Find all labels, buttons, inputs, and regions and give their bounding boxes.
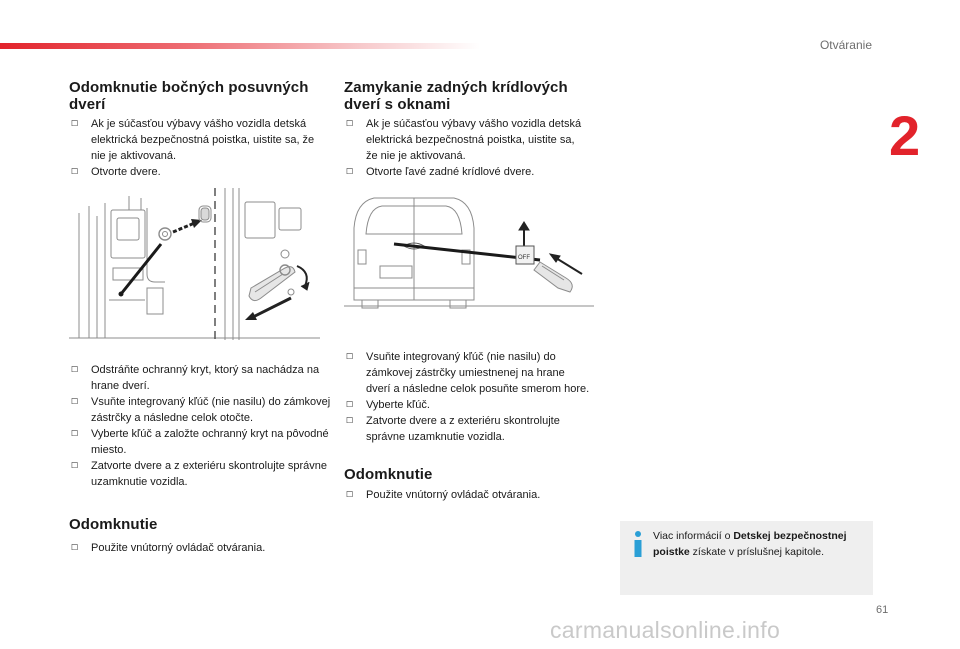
right-section-title: Zamykanie zadných krídlových dverí s oknami <box>344 79 568 113</box>
list-item: ☐ Zatvorte dvere a z exteriéru skontrolujte správne uzamknutie vozidla. <box>71 460 328 488</box>
info-box <box>620 521 873 595</box>
left-intro-list <box>69 116 329 180</box>
right-unlock-title: Odomknutie <box>344 466 433 483</box>
right-unlock-list <box>344 487 594 503</box>
section-name: Otváranie <box>819 38 872 52</box>
list-item: ☐ Vsuňte integrovaný kľúč (nie nasilu) do zámkovej zástrčky a následne celok otočte. <box>71 396 331 424</box>
rear-door-lock-illustration <box>344 188 595 318</box>
left-unlock-title: Odomknutie <box>69 516 158 533</box>
checkbox-bullet-icon: ☐ <box>71 543 79 552</box>
list-item: ☐ Zatvorte dvere a z exteriéru skontrolujte správne uzamknutie vozidla. <box>346 415 560 443</box>
left-steps-list <box>69 362 331 490</box>
checkbox-bullet-icon: ☐ <box>346 352 354 361</box>
right-steps-list <box>344 349 592 445</box>
checkbox-bullet-icon: ☐ <box>346 119 354 128</box>
page-number: 61 <box>876 604 889 616</box>
checkbox-bullet-icon: ☐ <box>71 461 79 470</box>
checkbox-bullet-icon: ☐ <box>71 365 79 374</box>
checkbox-bullet-icon: ☐ <box>346 416 354 425</box>
off-label: OFF <box>518 255 530 261</box>
list-item: ☐ Otvorte dvere. <box>71 166 161 178</box>
info-text: Viac informácií o Detskej bezpečnostnej poistke získate v príslušnej kapitole. <box>653 530 847 558</box>
list-item: ☐ Otvorte ľavé zadné krídlové dvere. <box>346 166 535 178</box>
checkbox-bullet-icon: ☐ <box>71 167 79 176</box>
list-item: ☐ Ak je súčasťou výbavy vášho vozidla detská elektrická bezpečnostná poistka, uistite sa, že nie je aktivovaná. <box>346 118 582 162</box>
checkbox-bullet-icon: ☐ <box>346 400 354 409</box>
sliding-door-lock-illustration <box>69 188 320 340</box>
list-item: ☐ Vyberte kľúč. <box>346 399 430 411</box>
info-icon <box>633 531 643 557</box>
list-item: ☐ Ak je súčasťou výbavy vášho vozidla detská elektrická bezpečnostná poistka, uistite sa, že nie je aktivovaná. <box>71 118 315 162</box>
checkbox-bullet-icon: ☐ <box>71 397 79 406</box>
checkbox-bullet-icon: ☐ <box>71 429 79 438</box>
info-link-term: Detskej bezpečnostnej poistke <box>653 530 847 558</box>
watermark: carmanualsonline.info <box>550 617 781 643</box>
list-item: ☐ Vsuňte integrovaný kľúč (nie nasilu) do zámkovej zástrčky umiestnenej na hrane dverí a následne celok posuňte smerom hore. <box>346 351 590 395</box>
list-item: ☐ Vyberte kľúč a založte ochranný kryt na pôvodné miesto. <box>71 428 329 456</box>
right-intro-list <box>344 116 584 180</box>
checkbox-bullet-icon: ☐ <box>346 490 354 499</box>
header-accent-bar <box>0 43 480 49</box>
left-section-title: Odomknutie bočných posuvných dverí <box>69 79 309 113</box>
list-item: ☐ Odstráňte ochranný kryt, ktorý sa nachádza na hrane dverí. <box>71 364 320 392</box>
list-item: ☐ Použite vnútorný ovládač otvárania. <box>346 489 541 501</box>
checkbox-bullet-icon: ☐ <box>346 167 354 176</box>
chapter-number: 2 <box>889 104 921 167</box>
list-item: ☐ Použite vnútorný ovládač otvárania. <box>71 542 266 554</box>
left-unlock-list <box>69 540 331 556</box>
checkbox-bullet-icon: ☐ <box>71 119 79 128</box>
